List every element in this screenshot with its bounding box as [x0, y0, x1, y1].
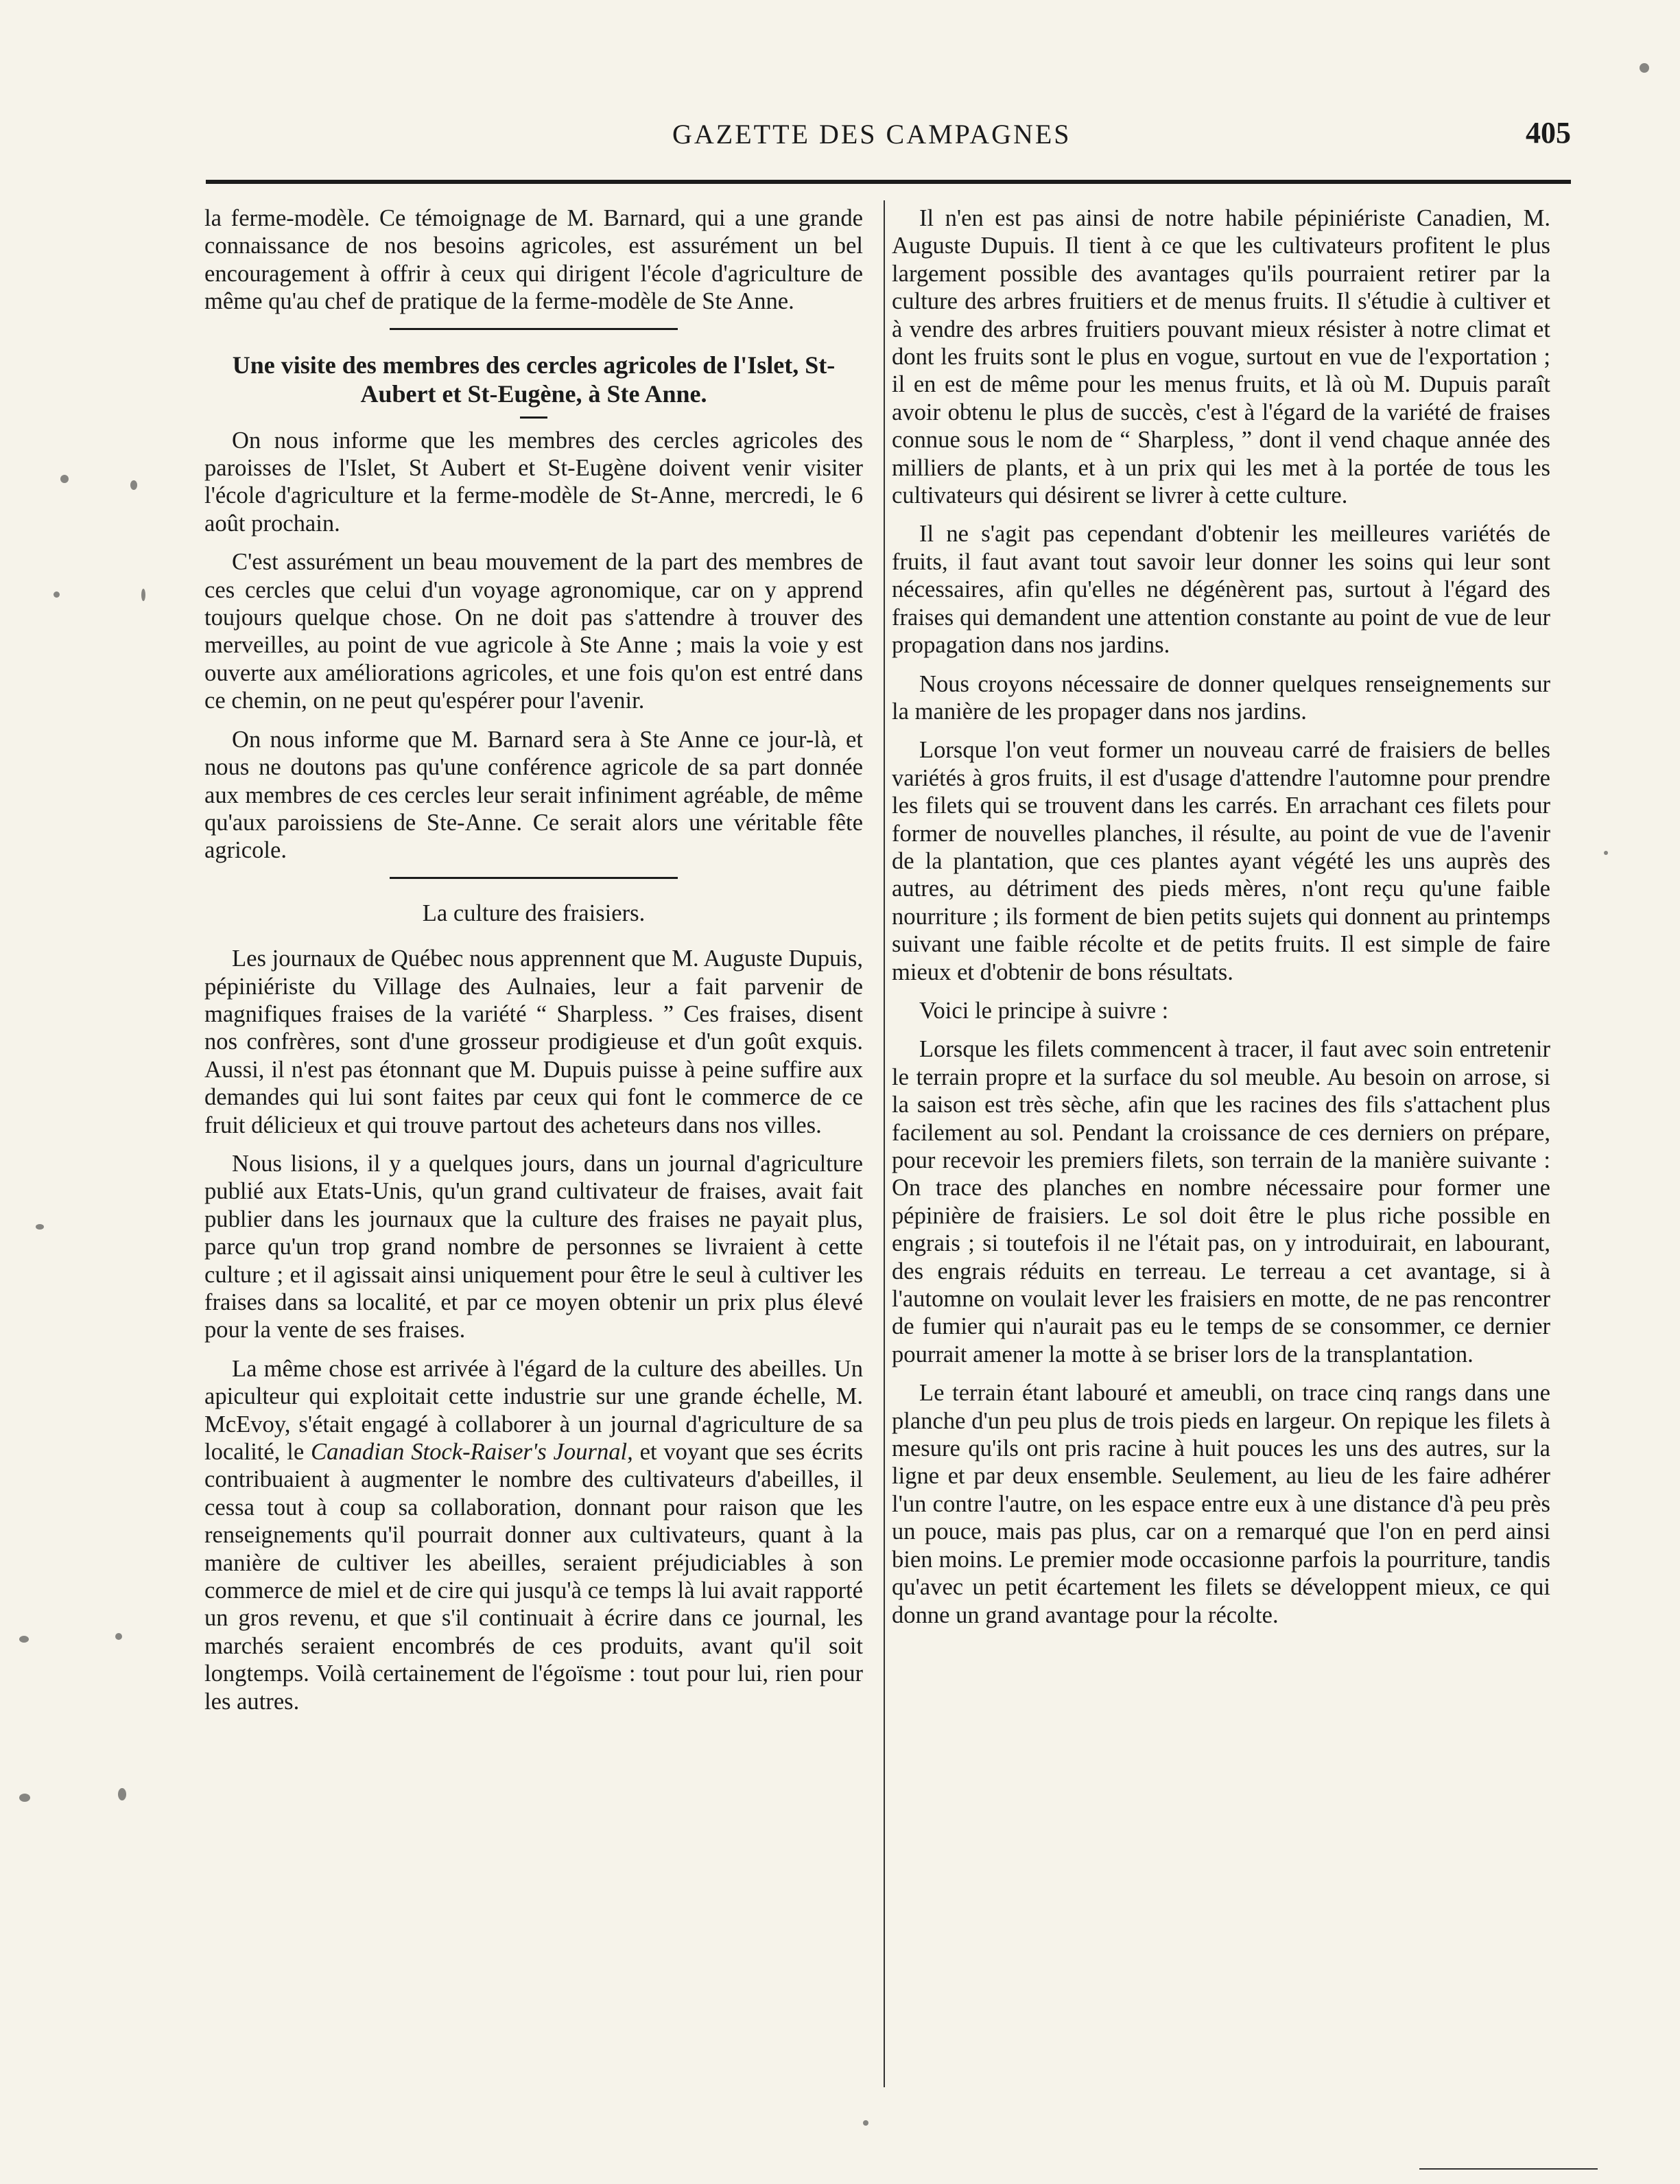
scan-speck — [130, 480, 137, 490]
article-paragraph: Lorsque l'on veut former un nouveau carré de fraisiers de belles variétés à gros fruits, il est d'usage d'attendre l'automne pour prendre les filets qui se trouvent dans les carrés. En arrachant ces filets pour former de nouvelles planches, il résulte, au point de vue de l'avenir de la plantation, que ces plantes ayant végété les uns auprès des autres, au détriment des pieds mères, n'ont reçu qu'une faible nourriture ; ils forment de bien petits sujets qui donnent au printemps suivant une faible récolte et de petits fruits. Il est simple de faire mieux et d'obtenir de bons résultats. — [892, 737, 1550, 985]
article-paragraph: Il ne s'agit pas cependant d'obtenir les meilleures variétés de fruits, il faut avant tout savoir leur donner les soins qui leur sont nécessaires, afin qu'elles ne dégénèrent pas, surtout à l'égard des fraises qui demandent une attention constante au point de vue de leur propagation dans nos jardins. — [892, 521, 1550, 659]
section-rule — [390, 877, 678, 879]
article-paragraph: C'est assurément un beau mouvement de la part des membres de ces cercles que celui d'un voyage agronomique, car on y apprend toujours quelque chose. On ne doit pas s'attendre à trouver des merveilles, au point de vue agricole à Ste Anne ; mais la voie y est ouverte aux améliorations agricoles, et une fois qu'on est entré dans ce chemin, on ne peut qu'espérer pour l'avenir. — [204, 549, 863, 714]
journal-title: Canadian Stock-Raiser's Journal, — [311, 1439, 633, 1466]
scan-speck — [19, 1794, 30, 1802]
running-title: GAZETTE DES CAMPAGNES — [672, 119, 1072, 150]
right-column — [892, 204, 1550, 1640]
header-rule — [206, 180, 1571, 184]
article-title: Une visite des membres des cercles agricoles de l'Islet, St-Aubert et St-Eugène, à Ste Anne. — [232, 351, 836, 408]
article-paragraph: Nous croyons nécessaire de donner quelques renseignements sur la manière de les propager dans nos jardins. — [892, 670, 1550, 725]
column-divider — [884, 200, 885, 2087]
article-paragraph: On nous informe que M. Barnard sera à Ste Anne ce jour-là, et nous ne doutons pas qu'une conférence agricole de sa part donnée aux membres de ces cercles leur serait infiniment agréable, de même qu'aux paroissiens de Ste-Anne. Ce serait alors une véritable fête agricole. — [204, 726, 863, 864]
scan-speck — [60, 475, 69, 483]
section-rule — [390, 328, 678, 330]
paragraph-text: La même chose est arrivée à l'égard de la culture des abeilles. Un apiculteur qui exploitait cette industrie sur une grande échelle, M. McEvoy, s'était engagé à collaborer à un journal d'agriculture de sa localité, le — [204, 1355, 863, 1466]
bottom-rule — [1419, 2168, 1598, 2170]
paragraph-text: et voyant que ses écrits contribuaient à augmenter le nombre des cultivateurs d'abeilles, il cessa tout à coup sa collaboration, donnant pour raison que les renseignements qu'il pourrait donner aux cultivateurs, quant à la manière de cultiver les abeilles, seraient préjudiciables à son commerce de miel et de cire qui jusqu'à ce temps là lui avait rapporté un gros revenu, et que s'il continuait à écrire dans ce journal, les marchés seraient encombrés de ces produits, avant qu'il soit longtemps. Voilà certainement de l'égoïsme : tout pour lui, rien pour les autres. — [204, 1439, 863, 1715]
article-paragraph — [204, 1355, 863, 1715]
article-title: La culture des fraisiers. — [422, 900, 646, 926]
article-paragraph: Voici le principe à suivre : — [919, 997, 1169, 1024]
scan-speck — [19, 1636, 29, 1643]
article-paragraph: Nous lisions, il y a quelques jours, dans un journal d'agriculture publié aux Etats-Unis, qu'un grand cultivateur de fraises, avait fait publier dans les journaux que la culture des fraises ne payait plus, parce qu'un trop grand nombre de personnes se livraient à cette culture ; et il agissait ainsi uniquement pour être le seul à cultiver les fraises dans sa localité, et par ce moyen obtenir un prix plus élevé pour la vente de ses fraises. — [204, 1150, 863, 1343]
scan-speck — [115, 1633, 122, 1640]
article-paragraph: Le terrain étant labouré et ameubli, on trace cinq rangs dans une planche d'un peu plus de trois pieds en largeur. On repique les filets à mesure qu'ils ont pris racine à huit pouces les uns des autres, sur la ligne et par deux ensemble. Seulement, au lieu de les faire adhérer l'un contre l'autre, on les espace entre eux à une distance d'à peu près un pouce, mais pas plus, car on a remarqué que l'on en perd ainsi bien moins. Le premier mode occasionne parfois la pourriture, tandis qu'avec un petit écartement les filets se développent mieux, ce qui donne un grand avantage pour la récolte. — [892, 1380, 1550, 1628]
scan-speck — [141, 589, 145, 601]
running-head — [206, 115, 1571, 156]
scan-speck — [1604, 851, 1608, 855]
scan-speck — [1640, 63, 1649, 73]
scan-speck — [863, 2120, 868, 2126]
intro-paragraph: la ferme-modèle. Ce témoignage de M. Barnard, qui a une grande connaissance de nos besoins agricoles, est assurément un bel encouragement à offrir à ceux qui dirigent l'école d'agriculture de même qu'au chef de pratique de la ferme-modèle de Ste Anne. — [204, 205, 863, 315]
article-paragraph: On nous informe que les membres des cercles agricoles des paroisses de l'Islet, St Aubert et St-Eugène doivent venir visiter l'école d'agriculture et la ferme-modèle de St-Anne, mercredi, le 6 août prochain. — [204, 427, 863, 537]
scan-speck — [36, 1224, 44, 1230]
article-paragraph: Les journaux de Québec nous apprennent que M. Auguste Dupuis, pépiniériste du Village des Aulnaies, leur a fait parvenir de magnifiques fraises de la variété “ Sharpless. ” Ces fraises, disent nos confrères, sont d'une grosseur prodigieuse et d'un goût exquis. Aussi, il n'est pas étonnant que M. Dupuis puisse à peine suffire aux demandes qui lui sont faites par ceux qui font le commerce de ce fruit délicieux et qui trouve partout des acheteurs dans nos villes. — [204, 946, 863, 1138]
scan-speck — [118, 1788, 126, 1800]
article-paragraph: Lorsque les filets commencent à tracer, il faut avec soin entretenir le terrain propre et la surface du sol meuble. Au besoin on arrose, si la saison est très sèche, afin que les racines des fils s'attachent plus facilement au sol. Pendant la croissance de ces derniers on prépare, pour recevoir les premiers filets, son terrain de la manière suivante : On trace des planches en nombre nécessaire pour former une pépinière de fraisiers. Le sol doit être le plus riche possible en engrais ; si toutefois il ne l'était pas, on y introduirait, en labourant, des engrais réduits en terreau. Le terreau a cet avantage, si à l'automne on voulait lever les fraisiers en motte, de ne pas rencontrer de fumier qui n'aurait pas eu le temps de se consommer, ce dernier pourrait amener la motte à se briser lors de la transplantation. — [892, 1036, 1550, 1367]
article-paragraph: Il n'en est pas ainsi de notre habile pépiniériste Canadien, M. Auguste Dupuis. Il tient à ce que les cultivateurs profitent le plus largement possible des avantages qu'ils pourraient retirer par la culture des arbres fruitiers et de menus fruits. Il s'étudie à cultiver et à vendre des arbres fruitiers pouvant mieux résister à notre climat et dont les fruits sont le plus en vogue, surtout en vue de l'exportation ; il en est de même pour les menus fruits, et là où M. Dupuis paraît avoir obtenu le plus de succès, c'est à l'égard de la variété de fraises connue sous le nom de “ Sharpless, ” dont il vend chaque année des milliers de plants, et à un prix qui les met à la portée de tous les cultivateurs qui désirent se livrer à cette culture. — [892, 205, 1550, 509]
page-number: 405 — [1526, 116, 1571, 150]
title-dash — [520, 416, 547, 419]
scan-speck — [54, 591, 60, 598]
left-column — [204, 204, 863, 1726]
